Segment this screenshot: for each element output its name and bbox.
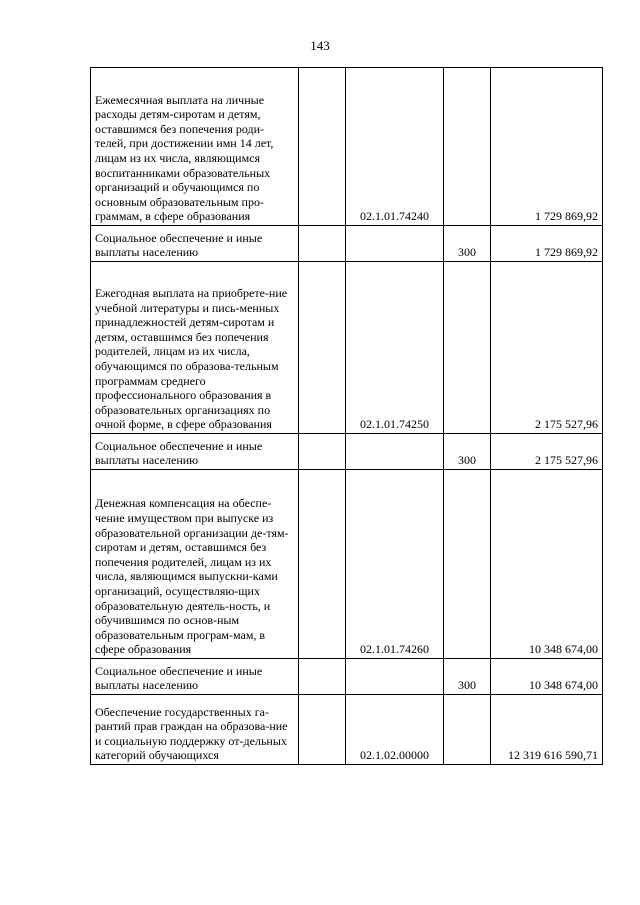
row-description: Ежегодная выплата на приобрете-ние учебной литературы и пись-менных принадлежностей детям-сиротам и детям, оставшимся без попечения родителей, лицам из их числа, обучающимся по образова-тельным программам среднего профессионального образования в образовательных организациях по очной форме, в сфере образования bbox=[91, 262, 299, 434]
row-blank-cell bbox=[299, 659, 346, 695]
row-code bbox=[346, 434, 444, 470]
table-row bbox=[91, 68, 603, 226]
row-expense-type bbox=[444, 695, 491, 765]
table-row bbox=[91, 695, 603, 765]
row-code: 02.1.01.74260 bbox=[346, 470, 444, 659]
row-description: Социальное обеспечение и иные выплаты населению bbox=[91, 226, 299, 262]
row-blank-cell bbox=[299, 695, 346, 765]
row-blank-cell bbox=[299, 68, 346, 226]
table-row bbox=[91, 226, 603, 262]
row-expense-type bbox=[444, 470, 491, 659]
row-code bbox=[346, 226, 444, 262]
row-description: Социальное обеспечение и иные выплаты населению bbox=[91, 434, 299, 470]
row-description: Социальное обеспечение и иные выплаты населению bbox=[91, 659, 299, 695]
row-description: Обеспечение государственных га-рантий прав граждан на образова-ние и социальную поддержку от-дельных категорий обучающихся bbox=[91, 695, 299, 765]
table-row bbox=[91, 262, 603, 434]
table-row bbox=[91, 470, 603, 659]
row-expense-type: 300 bbox=[444, 434, 491, 470]
row-expense-type: 300 bbox=[444, 226, 491, 262]
budget-table bbox=[90, 67, 603, 765]
row-sum: 1 729 869,92 bbox=[491, 68, 603, 226]
row-code bbox=[346, 659, 444, 695]
row-sum: 12 319 616 590,71 bbox=[491, 695, 603, 765]
row-expense-type: 300 bbox=[444, 659, 491, 695]
page-number: 143 bbox=[310, 38, 330, 53]
row-expense-type bbox=[444, 262, 491, 434]
row-blank-cell bbox=[299, 226, 346, 262]
row-sum: 2 175 527,96 bbox=[491, 434, 603, 470]
row-sum: 1 729 869,92 bbox=[491, 226, 603, 262]
row-sum: 2 175 527,96 bbox=[491, 262, 603, 434]
row-code: 02.1.02.00000 bbox=[346, 695, 444, 765]
table-row bbox=[91, 434, 603, 470]
row-blank-cell bbox=[299, 434, 346, 470]
row-blank-cell bbox=[299, 262, 346, 434]
row-sum: 10 348 674,00 bbox=[491, 659, 603, 695]
row-blank-cell bbox=[299, 470, 346, 659]
table-row bbox=[91, 659, 603, 695]
row-sum: 10 348 674,00 bbox=[491, 470, 603, 659]
row-description: Ежемесячная выплата на личные расходы детям-сиротам и детям, оставшимся без попечения роди-телей, при достижении имн 14 лет, лицам из их числа, являющимся воспитанниками образовательных организаций и обучающимся по основным образовательным про-граммам, в сфере образования bbox=[91, 68, 299, 226]
row-expense-type bbox=[444, 68, 491, 226]
row-code: 02.1.01.74250 bbox=[346, 262, 444, 434]
row-code: 02.1.01.74240 bbox=[346, 68, 444, 226]
row-description: Денежная компенсация на обеспе-чение имуществом при выпуске из образовательной организации де-тям-сиротам и детям, оставшимся без попечения родителей, лицам из их числа, являющимся выпускни-ками организаций, осуществляю-щих образовательную деятель-ность, и обучившимся по основ-ным образовательным програм-мам, в сфере образования bbox=[91, 470, 299, 659]
